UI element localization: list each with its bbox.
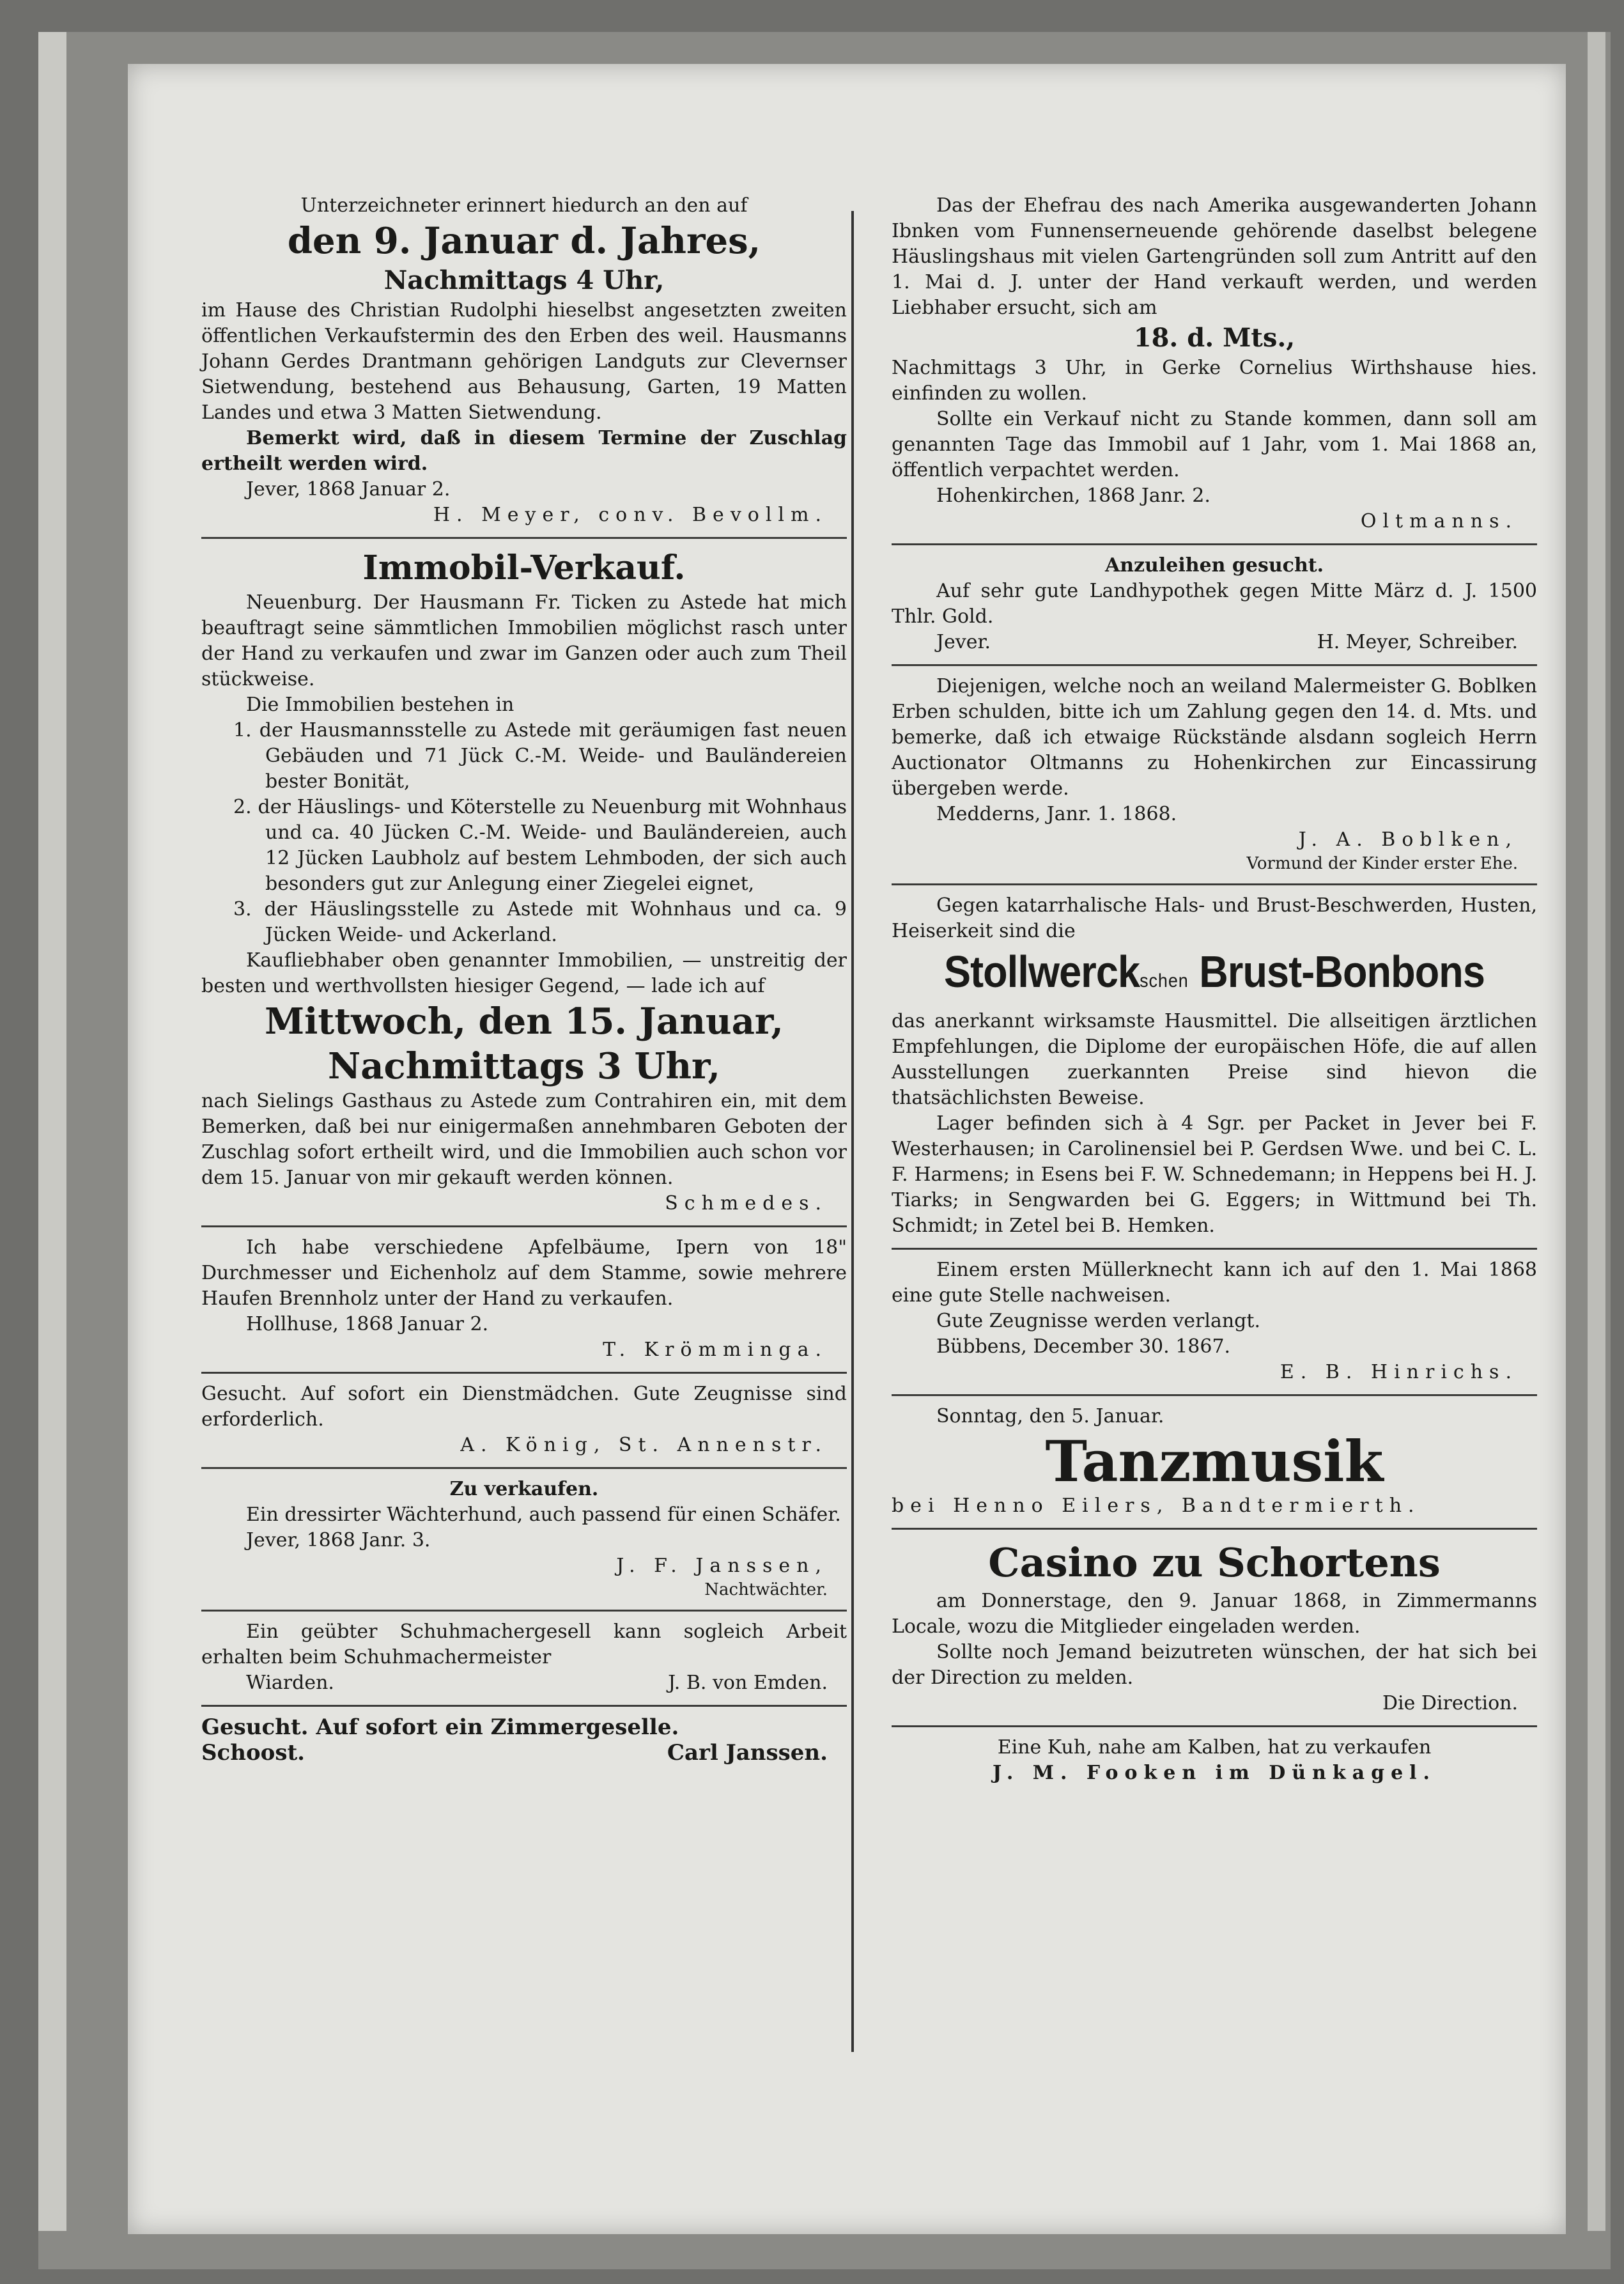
ad-signature: H. Meyer, Schreiber. [1317,631,1518,653]
ad-place-date: Medderns, Janr. 1. 1868. [936,803,1177,825]
ad-body: Das der Ehefrau des nach Amerika ausgewanderten Johann Ibnken vom Funnenserneuende gehörende daselbst belegene Häuslingshaus mit vielen Gartengründen soll zum Antritt auf den 1. Mai d. J. unter der Hand verkauft werden, und werden Liebhaber ersucht, sich am [892,194,1537,319]
ad-title: Tanzmusik [1045,1428,1384,1495]
list-item: 2. der Häuslings- und Köterstelle zu Neuenburg mit Wohnhaus und ca. 40 Jücken C.-M. Weide- und Bauländereien, auch 12 Jücken Laubholz auf bestem Lehmboden, der sich auch besonders gut zur Anlegung einer Ziegelei eignet, [233,796,847,895]
ad-signature-role: Vormund der Kinder erster Ehe. [1246,854,1518,873]
property-list [201,718,847,948]
ad-auction-drantmann [201,185,847,539]
column-divider [851,211,854,2052]
product-name [924,944,1505,1009]
ad-title: Immobil-Verkauf. [362,548,686,587]
ad-place-date: Jever, 1868 Janr. 3. [246,1529,431,1551]
ad-stollwerck-bonbons [892,885,1537,1250]
ad-body: das anerkannt wirksamste Hausmittel. Die allseitigen ärztlichen Empfehlungen, die Diplome der europäischen Höfe, die auf allen Ausstellungen zuerkannten Preise sind hievon die thatsächlichsten Beweise. [892,1010,1537,1109]
ad-body: Diejenigen, welche noch an weiland Malermeister G. Boblken Erben schulden, bitte ich um Zahlung gegen den 14. d. Mts. und bemerke, daß ich etwaige Rückstände alsdann sogleich Herrn Auctionator Oltmanns zu Hohenkirchen zur Eincassirung übergeben werde. [892,675,1537,800]
newspaper-page [128,64,1566,2234]
ad-title: Zu verkaufen. [449,1478,599,1500]
ad-footer-row [892,630,1537,655]
ad-signature: A. König, St. Annenstr. [460,1434,828,1456]
ad-date: 18. d. Mts., [1133,323,1295,353]
ad-stockists: Lager befinden sich à 4 Sgr. per Packet in Jever bei F. Westerhausen; in Carolinensiel bei P. Gerdsen Wwe. und bei C. L. F. Harmens; in Esens bei F. W. Schnedemann; in Heppens bei H. J. Tiarks; in Sengwarden bei G. Eggers; in Wittmund bei Th. Schmidt; in Zetel bei B. Hemken. [892,1112,1537,1237]
ad-line1: Gesucht. Auf sofort ein Zimmergeselle. [201,1714,679,1740]
ad-place-date: Bübbens, December 30. 1867. [936,1335,1231,1358]
ad-date: den 9. Januar d. Jahres, [287,220,761,262]
ad-debt-notice [892,666,1537,885]
ad-dog-for-sale [201,1469,847,1612]
ad-carpenter-wanted [201,1707,847,1775]
ad-time: Nachmittags 3 Uhr, [328,1045,720,1087]
ad-note: Bemerkt wird, daß in diesem Termine der Zuschlag ertheilt werden wird. [201,427,847,475]
ad-immobil-verkauf [201,539,847,1227]
brand-suffix: schen [1140,970,1189,991]
board-edge-right [1588,32,1605,2231]
ad-signature: Oltmanns. [1360,510,1518,532]
ad-footer-row [201,1670,847,1696]
ad-dance-music [892,1396,1537,1530]
ad-title: Anzuleihen gesucht. [1104,554,1324,577]
ad-signature: J. A. Boblken, [1298,828,1518,851]
product-type: Brust-Bonbons [1199,947,1485,997]
ad-signature-role: Nachtwächter. [704,1580,828,1599]
ad-signature: J. B. von Emden. [668,1672,828,1694]
ad-body: Eine Kuh, nahe am Kalben, hat zu verkaufen [997,1736,1432,1759]
ad-signature: Schmedes. [665,1192,828,1215]
ad-signature: H. Meyer, conv. Bevollm. [433,504,828,526]
ad-wood-sale [201,1227,847,1374]
left-column [201,185,847,1775]
ad-maid-wanted [201,1374,847,1469]
ad-body: Auf sehr gute Landhypothek gegen Mitte März d. J. 1500 Thlr. Gold. [892,580,1537,628]
board-edge-left [38,32,66,2231]
ad-time: Nachmittags 4 Uhr, [383,265,665,295]
ad-loan-wanted [892,545,1537,666]
ad-line: bei Henno Eilers, Bandtermierth. [892,1495,1421,1517]
ad-body: Einem ersten Müllerknecht kann ich auf den 1. Mai 1868 eine gute Stelle nachweisen. [892,1259,1537,1307]
ad-casino-schortens [892,1530,1537,1727]
ad-note: Sollte ein Verkauf nicht zu Stande kommen, dann soll am genannten Tage das Immobil auf 1 Jahr, vom 1. Mai 1868 an, öffentlich verpachtet werden. [892,408,1537,481]
ad-place: Jever. [936,631,991,653]
ad-time: Nachmittags 3 Uhr, in Gerke Cornelius Wirthshause hies. einfinden zu wollen. [892,357,1537,405]
ad-signature: J. M. Fooken im Dünkagel. [992,1762,1436,1784]
ad-intro: Gegen katarrhalische Hals- und Brust-Beschwerden, Husten, Heiserkeit sind die [892,894,1537,942]
ad-signature: Carl Janssen. [667,1740,828,1766]
ad-intro: Neuenburg. Der Hausmann Fr. Ticken zu Astede hat mich beauftragt seine sämmtlichen Immobilien möglichst rasch unter der Hand zu verkaufen und zwar im Ganzen oder auch zum Theil stückweise. [201,591,847,690]
ad-place-date: Hohenkirchen, 1868 Janr. 2. [936,485,1210,507]
list-item: 3. der Häuslingsstelle zu Astede mit Wohnhaus und ca. 9 Jücken Weide- und Ackerland. [233,898,847,946]
ad-note: Sollte noch Jemand beizutreten wünschen, der hat sich bei der Direction zu melden. [892,1641,1537,1689]
ad-place: Schoost. [201,1740,305,1766]
ad-list-intro: Die Immobilien bestehen in [246,694,514,716]
ad-title: Casino zu Schortens [988,1539,1441,1586]
ad-place-date: Jever, 1868 Januar 2. [246,478,451,501]
ad-shoemaker [201,1612,847,1707]
ad-intro: Unterzeichneter erinnert hiedurch an den auf [300,194,748,217]
ad-place: Wiarden. [246,1672,334,1694]
ad-body: nach Sielings Gasthaus zu Astede zum Contrahiren ein, mit dem Bemerken, daß bei nur einigermaßen annehmbaren Geboten der Zuschlag sofort ertheilt wird, und die Immobilien auch schon vor dem 15. Januar von mir gekauft werden können. [201,1090,847,1189]
ad-body: Ein dressirter Wächterhund, auch passend für einen Schäfer. [246,1503,841,1526]
ad-signature: T. Krömminga. [603,1339,828,1361]
ad-note: Gute Zeugnisse werden verlangt. [936,1310,1260,1332]
ad-signature: J. F. Janssen, [616,1555,828,1577]
right-column [892,185,1537,1795]
ad-signature: Die Direction. [1382,1692,1518,1714]
ad-footer-row [201,1740,847,1766]
ad-body: Ich habe verschiedene Apfelbäume, Ipern von 18" Durchmesser und Eichenholz auf dem Stamme, sowie mehrere Haufen Brennholz unter der Hand zu verkaufen. [201,1236,847,1310]
ad-place-date: Hollhuse, 1868 Januar 2. [246,1313,489,1335]
ad-body: im Hause des Christian Rudolphi hieselbst angesetzten zweiten öffentlichen Verkaufstermin des den Erben des weil. Hausmanns Johann Gerdes Drantmann gehörigen Landguts zur Clevernser Sietwendung, bestehend aus Behausung, Garten, 19 Matten Landes und etwa 3 Matten Sietwendung. [201,299,847,424]
brand-name: Stollwerck [943,947,1140,997]
list-item: 1. der Hausmannsstelle zu Astede mit geräumigen fast neuen Gebäuden und 71 Jück C.-M. Weide- und Bauländereien bester Bonität, [233,719,847,793]
ad-invite: Kaufliebhaber oben genannter Immobilien, — unstreitig der besten und werthvollsten hiesiger Gegend, — lade ich auf [201,949,847,997]
ad-body: Ein geübter Schuhmachergesell kann sogleich Arbeit erhalten beim Schuhmachermeister [201,1620,847,1668]
ad-date: Mittwoch, den 15. Januar, [265,1000,784,1043]
ad-date: Sonntag, den 5. Januar. [936,1405,1164,1427]
ad-cow-for-sale [892,1727,1537,1795]
ad-body: am Donnerstage, den 9. Januar 1868, in Zimmermanns Locale, wozu die Mitglieder eingeladen werden. [892,1590,1537,1638]
ad-house-sale-hohenkirchen [892,185,1537,545]
ad-miller-job [892,1250,1537,1396]
ad-body: Gesucht. Auf sofort ein Dienstmädchen. Gute Zeugnisse sind erforderlich. [201,1383,847,1431]
ad-signature: E. B. Hinrichs. [1280,1361,1518,1383]
